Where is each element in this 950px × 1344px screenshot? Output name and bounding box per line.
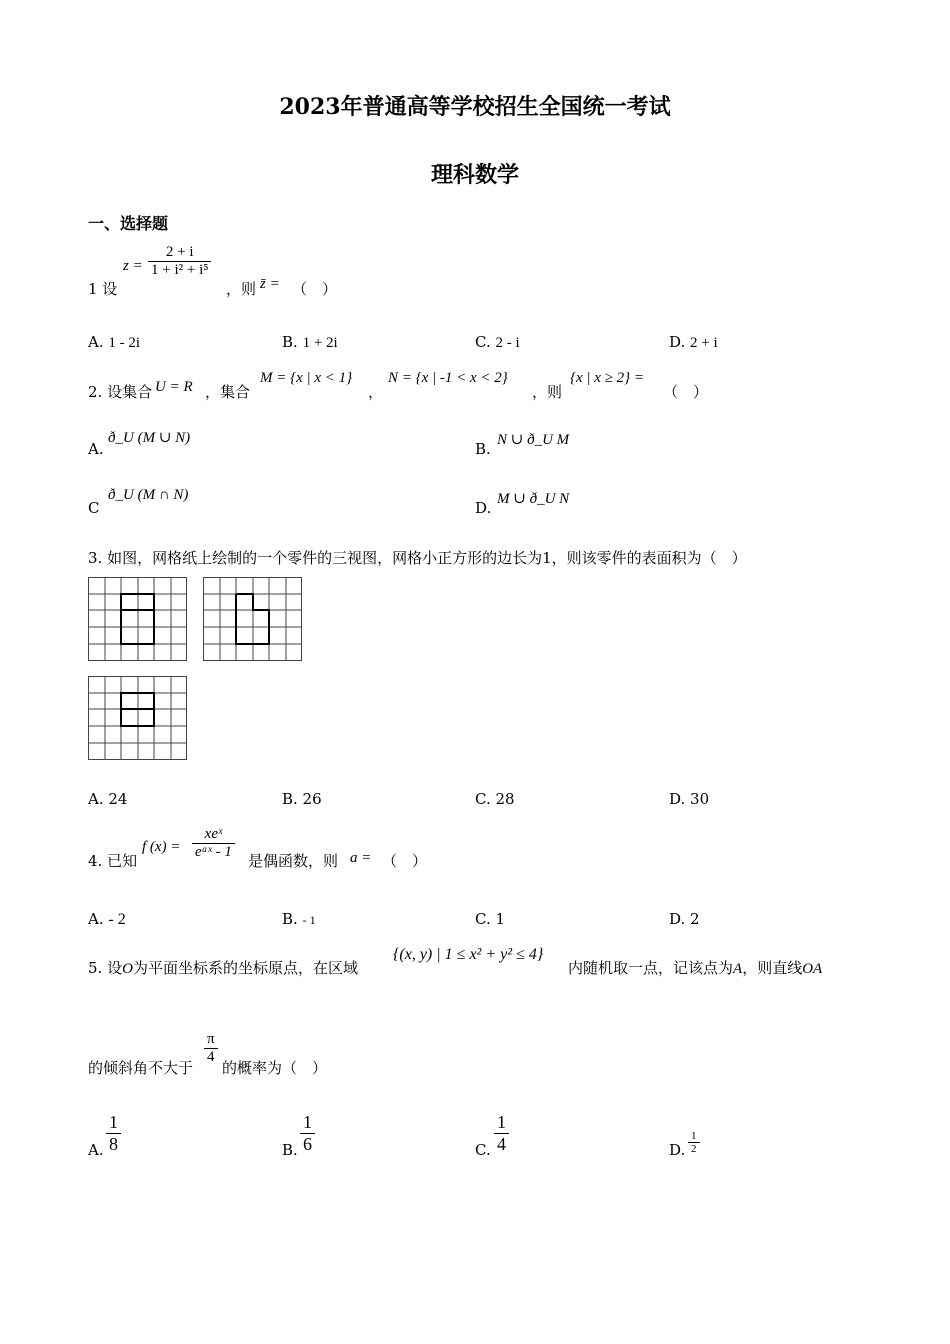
- q1-then: ，则: [226, 280, 257, 298]
- q4-paren: （ ）: [382, 852, 428, 870]
- q1-z: z =: [123, 258, 143, 274]
- q4-option-c: C. 1: [475, 910, 506, 928]
- q2-option-b: B.: [475, 440, 491, 458]
- q5-option-c-frac: $\frac{1}{4}$: [494, 1112, 509, 1155]
- q2-option-a-value: ð_U (M ∪ N): [108, 430, 191, 446]
- q3-option-b: B. 26: [282, 790, 322, 808]
- section-heading: 一、选择题: [88, 214, 169, 233]
- q3-option-d: D. 30: [669, 790, 710, 808]
- q2-set-n: N = {x | -1 < x < 2}: [388, 370, 508, 386]
- q4-prefix: 4. 已知: [88, 852, 138, 870]
- q5-option-b: B.: [282, 1141, 298, 1159]
- q5-option-a: A.: [88, 1141, 104, 1159]
- exam-subtitle: 理科数学: [430, 162, 519, 188]
- q5-pi-over-4: [204, 1031, 218, 1066]
- q1-numerator: 2 + i: [165, 244, 194, 260]
- q1-denominator: 1 + i² + i⁵: [148, 261, 211, 279]
- q2-target-set: {x | x ≥ 2} =: [570, 370, 645, 386]
- q3-option-c: C. 28: [475, 790, 515, 808]
- q5-option-d: D.: [669, 1141, 686, 1159]
- q2-set-m: M = {x | x < 1}: [260, 370, 353, 386]
- q2-paren: （ ）: [663, 383, 709, 401]
- q2-then: ，则: [532, 383, 563, 401]
- q5-four: 4: [204, 1048, 218, 1066]
- q4-option-a: A. - 2: [88, 910, 126, 928]
- q5-option-a-frac: $\frac{1}{8}$: [106, 1112, 121, 1155]
- q4-function: f (x) =: [142, 839, 181, 855]
- q3-option-a: A. 24: [88, 790, 128, 808]
- q1-option-d: D. 2 + i: [669, 333, 718, 351]
- q4-fraction: [192, 826, 235, 861]
- q5-option-d-frac: $\frac{1}{2}$: [688, 1130, 700, 1155]
- q4-a: a =: [350, 850, 372, 866]
- q1-prefix: 1 设: [88, 280, 118, 298]
- q2-prefix: 2. 设集合: [88, 383, 153, 401]
- q1-zbar: z̄ =: [260, 276, 280, 292]
- q5-pi: π: [207, 1031, 215, 1047]
- q5-line1: 5. 设O为平面坐标系的坐标原点，在区域: [88, 959, 358, 977]
- q2-set-word: ，集合: [205, 383, 251, 401]
- q2-option-a: A.: [88, 440, 104, 458]
- q1-option-b: B. 1 + 2i: [282, 333, 338, 351]
- q4-denominator: eᵃˣ - 1: [192, 843, 235, 861]
- q1-fraction: [148, 244, 211, 279]
- q4-option-b: B. - 1: [282, 910, 316, 928]
- q2-option-b-value: N ∪ ð_U M: [497, 432, 570, 448]
- q3-text: 3. 如图，网格纸上绘制的一个零件的三视图，网格小正方形的边长为1，则该零件的表面积为（ ）: [88, 549, 747, 567]
- three-view-side: [203, 577, 303, 662]
- q2-option-d-value: M ∪ ð_U N: [497, 491, 570, 507]
- q5-region: {(x, y) | 1 ≤ x² + y² ≤ 4}: [393, 946, 544, 963]
- q2-option-c: C: [88, 499, 100, 517]
- q5-line2-end: 的概率为（ ）: [222, 1059, 328, 1077]
- q2-option-c-value: ð_U (M ∩ N): [108, 487, 189, 503]
- exam-title: 2023年普通高等学校招生全国统一考试: [279, 94, 671, 120]
- q1-option-a: A. 1 - 2i: [88, 333, 141, 351]
- q4-option-d: D. 2: [669, 910, 700, 928]
- q1-paren: （ ）: [292, 280, 338, 298]
- q2-comma: ，: [368, 383, 384, 401]
- q1-option-c: C. 2 - i: [475, 333, 520, 351]
- q5-option-c: C.: [475, 1141, 491, 1159]
- q2-universal: U = R: [155, 379, 193, 395]
- q5-option-b-frac: $\frac{1}{6}$: [300, 1112, 315, 1155]
- three-view-front: [88, 577, 188, 662]
- q4-even-text: 是偶函数，则: [248, 852, 339, 870]
- q5-line2-start: 的倾斜角不大于: [88, 1059, 194, 1077]
- q2-option-d: D.: [475, 499, 492, 517]
- q4-numerator: xeˣ: [204, 826, 223, 842]
- three-view-top: [88, 676, 188, 761]
- q5-line1-end: 内随机取一点，记该点为A，则直线OA: [568, 959, 823, 977]
